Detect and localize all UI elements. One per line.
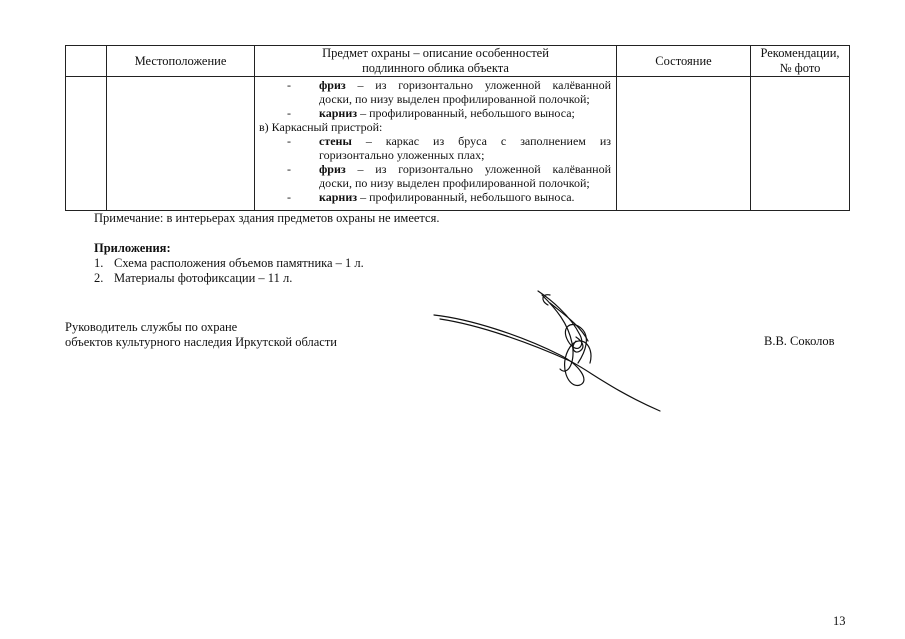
protection-subject-table [65, 45, 850, 211]
interior-note: Примечание: в интерьерах здания предметов охраны не имеется. [94, 211, 440, 225]
signer-position: Руководитель службы по охране объектов культурного наследия Иркутской области [65, 320, 337, 349]
subject-line: - фриз – из горизонтально уложенной калёванной [287, 78, 611, 92]
cell-subject [255, 77, 617, 211]
header-recommendations [751, 46, 850, 77]
appendices-title: Приложения: [94, 241, 171, 255]
signer-name: В.В. Соколов [764, 334, 835, 348]
cell-recommendations [751, 77, 850, 211]
header-subject [255, 46, 617, 77]
table-header-row [66, 46, 850, 77]
header-recommendations-line1: Рекомендации, [760, 46, 840, 60]
subject-line: горизонтально уложенных плах; [319, 148, 485, 162]
header-subject-line2: подлинного облика объекта [362, 61, 509, 75]
cell-number [66, 77, 107, 211]
appendices-list [94, 256, 364, 286]
subject-line: доски, по низу выделен профилированной полочкой; [319, 92, 590, 106]
subject-line: - стены – каркас из бруса с заполнением из [287, 134, 611, 148]
header-empty [66, 46, 107, 77]
header-state: Состояние [617, 46, 751, 77]
cell-location [107, 77, 255, 211]
page-number: 13 [833, 614, 846, 628]
subject-section-heading: в) Каркасный пристрой: [259, 120, 383, 134]
subject-line: доски, по низу выделен профилированной полочкой; [319, 176, 590, 190]
header-recommendations-line2: № фото [779, 61, 821, 75]
cell-state [617, 77, 751, 211]
subject-line: - карниз – профилированный, небольшого выноса; [287, 106, 575, 120]
list-item: 1. Схема расположения объемов памятника – 1 л. [94, 256, 364, 270]
table-row [66, 77, 850, 211]
header-subject-line1: Предмет охраны – описание особенностей [322, 46, 549, 60]
handwritten-signature [430, 285, 670, 420]
subject-line: - карниз – профилированный, небольшого выноса. [287, 190, 575, 204]
list-item: 2. Материалы фотофиксации – 11 л. [94, 271, 293, 285]
subject-line: - фриз – из горизонтально уложенной калёванной [287, 162, 611, 176]
header-location: Местоположение [107, 46, 255, 77]
